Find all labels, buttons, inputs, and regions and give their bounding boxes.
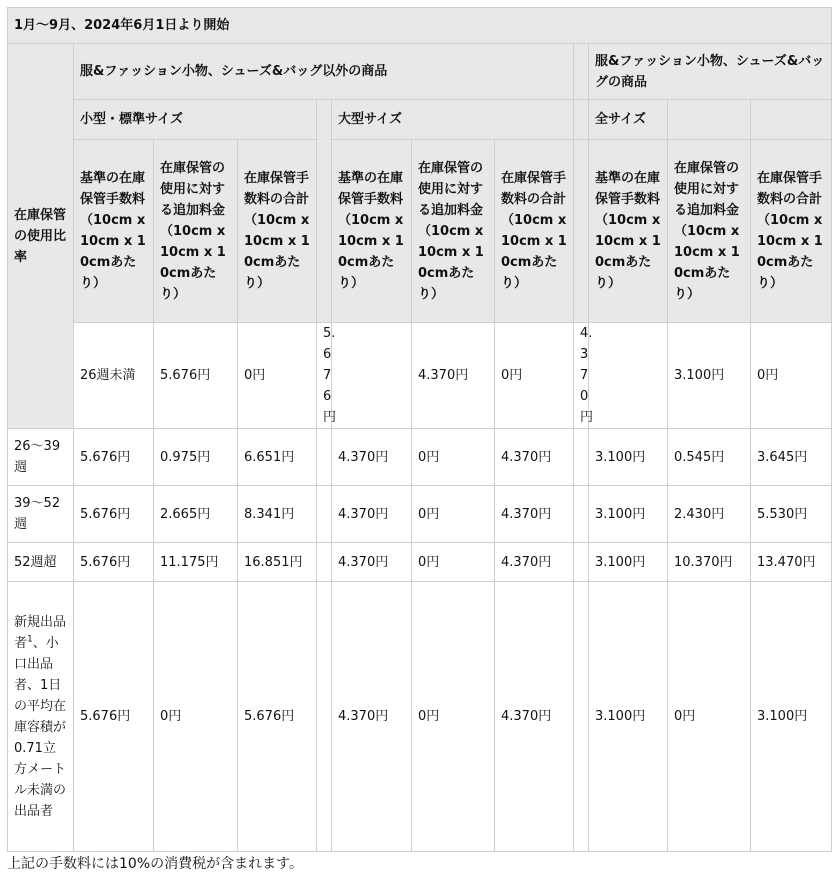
size-header-row (8, 100, 832, 140)
spacer-cell (751, 100, 832, 140)
apparel-base-fee: 3.100円 (589, 429, 668, 486)
column-header-row (8, 140, 832, 323)
large-base-fee-header (332, 140, 412, 323)
large-surcharge: 0円 (412, 429, 495, 486)
fee-table-container (7, 7, 831, 874)
apparel-total: 3.100円 (751, 582, 832, 852)
apparel-total: 5.530円 (751, 486, 832, 543)
small-base-fee: 5.676円 (74, 429, 154, 486)
unit-label: （10cm x 10cm x 10cmあたり） (244, 213, 310, 291)
unit-label: （10cm x 10cm x 10cmあたり） (757, 213, 823, 291)
unit-label: （10cm x 10cm x 10cmあたり） (80, 213, 146, 291)
large-total-header (495, 140, 574, 323)
storage-fee-table (7, 7, 832, 852)
small-base-fee: 5.676円 (74, 486, 154, 543)
small-total: 5.676円 (238, 582, 317, 852)
row-label (8, 582, 74, 852)
table-row (8, 429, 832, 486)
apparel-total: 3.645円 (751, 429, 832, 486)
spacer-cell (574, 543, 589, 582)
unit-label: （10cm x 10cm x 10cmあたり） (674, 223, 740, 302)
spacer-cell (574, 44, 589, 100)
small-total: 8.341円 (238, 486, 317, 543)
table-row (8, 582, 832, 852)
spacer-cell (574, 140, 589, 323)
column-title: 基準の在庫保管手数料 (595, 171, 661, 207)
large-surcharge: 0円 (412, 543, 495, 582)
large-size-header: 大型サイズ (332, 100, 574, 140)
small-surcharge: 0.975円 (154, 429, 238, 486)
small-base-fee: 5.676円 (154, 323, 238, 429)
small-surcharge: 11.175円 (154, 543, 238, 582)
unit-label: （10cm x 10cm x 10cmあたり） (595, 213, 661, 291)
large-total: 4.370円 (574, 323, 589, 429)
spacer-cell (317, 429, 332, 486)
large-total: 4.370円 (495, 486, 574, 543)
large-surcharge-header (412, 140, 495, 323)
spacer-cell (589, 323, 668, 429)
column-title: 在庫保管の使用に対する追加料金 (418, 160, 484, 218)
apparel-surcharge: 10.370円 (668, 543, 751, 582)
spacer-cell (317, 100, 332, 323)
spacer-cell (317, 543, 332, 582)
spacer-cell (574, 100, 589, 140)
small-total: 5.676円 (317, 323, 332, 429)
unit-label: （10cm x 10cm x 10cmあたり） (160, 223, 226, 302)
spacer-cell (317, 582, 332, 852)
apparel-surcharge-header (668, 140, 751, 323)
small-base-fee: 5.676円 (74, 543, 154, 582)
small-base-fee-header (74, 140, 154, 323)
large-base-fee: 4.370円 (332, 543, 412, 582)
table-row (8, 543, 832, 582)
small-base-fee: 5.676円 (74, 582, 154, 852)
large-surcharge: 0円 (412, 486, 495, 543)
large-base-fee: 4.370円 (412, 323, 495, 429)
column-title: 基準の在庫保管手数料 (80, 171, 146, 207)
spacer-cell (574, 429, 589, 486)
period-row (8, 8, 832, 44)
usage-ratio-header: 在庫保管の使用比率 (8, 44, 74, 429)
apparel-surcharge: 2.430円 (668, 486, 751, 543)
small-surcharge-header (154, 140, 238, 323)
large-total: 4.370円 (495, 543, 574, 582)
apparel-total-header (751, 140, 832, 323)
column-title: 在庫保管手数料の合計 (501, 171, 567, 207)
column-title: 在庫保管の使用に対する追加料金 (160, 160, 226, 218)
unit-label: （10cm x 10cm x 10cmあたり） (501, 213, 567, 291)
table-row (8, 323, 832, 429)
apparel-group-header: 服&ファッション小物、シューズ&バッグの商品 (589, 44, 832, 100)
unit-label: （10cm x 10cm x 10cmあたり） (338, 213, 404, 291)
table-row (8, 486, 832, 543)
row-label: 39〜52週 (8, 486, 74, 543)
all-sizes-header: 全サイズ (589, 100, 668, 140)
apparel-base-fee: 3.100円 (589, 582, 668, 852)
group-header-row (8, 44, 832, 100)
small-total: 6.651円 (238, 429, 317, 486)
column-title: 在庫保管の使用に対する追加料金 (674, 160, 740, 218)
row-label-prefix: 新規出品者 (14, 614, 67, 651)
large-base-fee: 4.370円 (332, 429, 412, 486)
large-total: 4.370円 (495, 582, 574, 852)
apparel-surcharge: 0円 (751, 323, 832, 429)
large-total: 4.370円 (495, 429, 574, 486)
apparel-surcharge: 0円 (668, 582, 751, 852)
large-base-fee: 4.370円 (332, 486, 412, 543)
footnote-marker[interactable]: 1 (27, 634, 33, 645)
apparel-base-fee: 3.100円 (589, 486, 668, 543)
column-title: 基準の在庫保管手数料 (338, 171, 404, 207)
apparel-surcharge: 0.545円 (668, 429, 751, 486)
tax-footnote: 上記の手数料には10%の消費税が含まれます。 (7, 856, 303, 872)
spacer-cell (332, 323, 412, 429)
large-surcharge: 0円 (412, 582, 495, 852)
apparel-base-fee: 3.100円 (589, 543, 668, 582)
small-total-header (238, 140, 317, 323)
spacer-cell (317, 486, 332, 543)
row-label-suffix: 、小口出品者、1日の平均在庫容積が0.71立方メートル未満の出品者 (14, 635, 67, 819)
spacer-cell (574, 486, 589, 543)
large-base-fee: 4.370円 (332, 582, 412, 852)
column-title: 在庫保管手数料の合計 (244, 171, 310, 207)
small-standard-size-header: 小型・標準サイズ (74, 100, 317, 140)
column-title: 在庫保管手数料の合計 (757, 171, 823, 207)
large-surcharge: 0円 (495, 323, 574, 429)
row-label: 26週未満 (74, 323, 154, 429)
small-surcharge: 0円 (154, 582, 238, 852)
row-label: 26〜39週 (8, 429, 74, 486)
spacer-cell (668, 100, 751, 140)
apparel-base-fee-header (589, 140, 668, 323)
period-title: 1月〜9月、2024年6月1日より開始 (8, 8, 832, 44)
small-total: 16.851円 (238, 543, 317, 582)
apparel-base-fee: 3.100円 (668, 323, 751, 429)
row-label: 52週超 (8, 543, 74, 582)
small-surcharge: 2.665円 (154, 486, 238, 543)
spacer-cell (574, 582, 589, 852)
apparel-total: 13.470円 (751, 543, 832, 582)
non-apparel-group-header: 服&ファッション小物、シューズ&バッグ以外の商品 (74, 44, 574, 100)
small-surcharge: 0円 (238, 323, 317, 429)
unit-label: （10cm x 10cm x 10cmあたり） (418, 223, 484, 302)
